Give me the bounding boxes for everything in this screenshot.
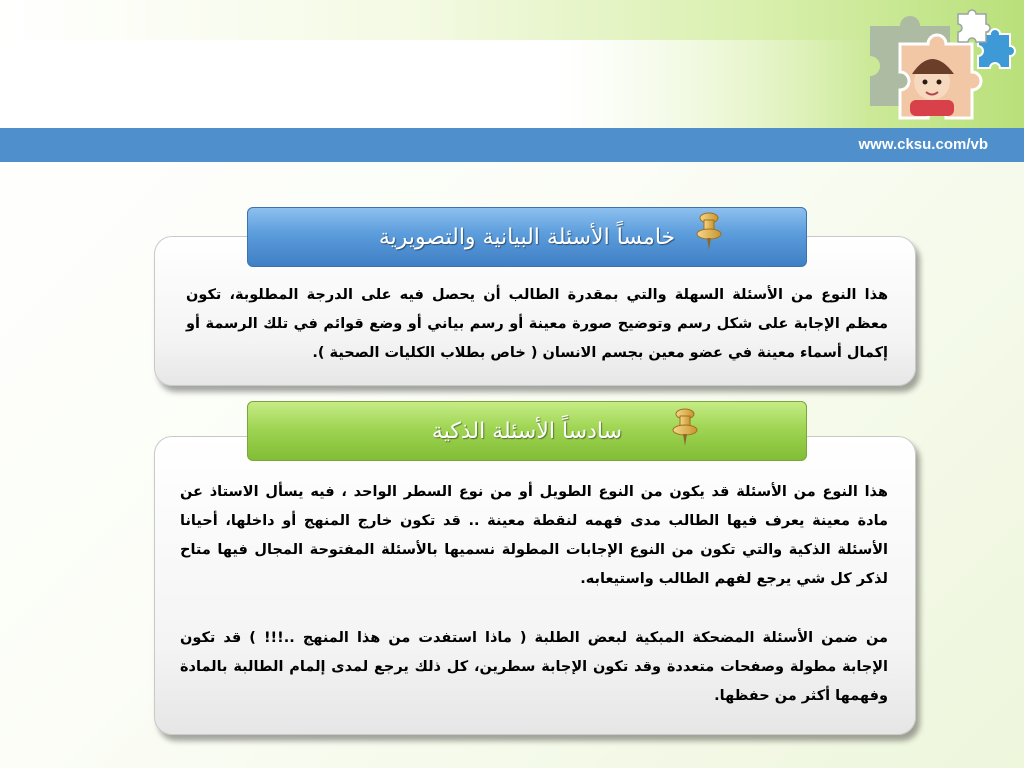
site-url[interactable]: www.cksu.com/vb xyxy=(858,136,988,153)
section-2-paragraph-2: من ضمن الأسئلة المضحكة المبكية لبعض الطلبة ( ماذا استفدت من هذا المنهج ..!!! ) قد تكون الإجابة مطولة وصفحات متعددة وقد تكون الإجابة سطرين، كل ذلك يرجع لمدى إلمام الطالبة بالمادة وفهمها أكثر من حفظها. xyxy=(180,630,888,704)
pushpin-icon xyxy=(672,408,698,448)
url-bar xyxy=(0,128,1024,162)
section-body-1 xyxy=(186,281,888,368)
section-1-paragraph: هذا النوع من الأسئلة السهلة والتي بمقدرة الطالب أن يحصل فيه على الدرجة المطلوبة، تكون معظم الإجابة على شكل رسم وتوضيح صورة معينة أو رسم بياني أو وضع قوائم في تلك الرسمة أو إكمال أسماء معينة في عضو معين بجسم الانسان ( خاص بطلاب الكليات الصحية ). xyxy=(186,287,888,361)
section-title-banner-1 xyxy=(247,207,807,267)
paragraph-gap xyxy=(180,594,888,624)
pushpin-icon xyxy=(696,212,722,252)
section-body-2 xyxy=(180,478,888,711)
section-2-paragraph-1: هذا النوع من الأسئلة قد يكون من النوع الطويل أو من نوع السطر الواحد ، فيه يسأل الاستاذ عن مادة معينة يعرف فيها الطالب مدى فهمه لنقطة معينة .. قد تكون خارج المنهج أو داخلها، أحيانا الأسئلة الذكية والتي تكون من النوع الإجابات المطولة نسميها بالأسئلة المفتوحة المجال فيها متاح لذكر كل شي يرجع لفهم الطالب واستيعابه. xyxy=(180,484,888,587)
section-title-2: سادساً الأسئلة الذكية xyxy=(431,418,623,444)
section-title-banner-2 xyxy=(247,401,807,461)
section-title-1: خامساً الأسئلة البيانية والتصويرية xyxy=(378,224,676,250)
puzzle-children-icon xyxy=(860,4,1020,134)
